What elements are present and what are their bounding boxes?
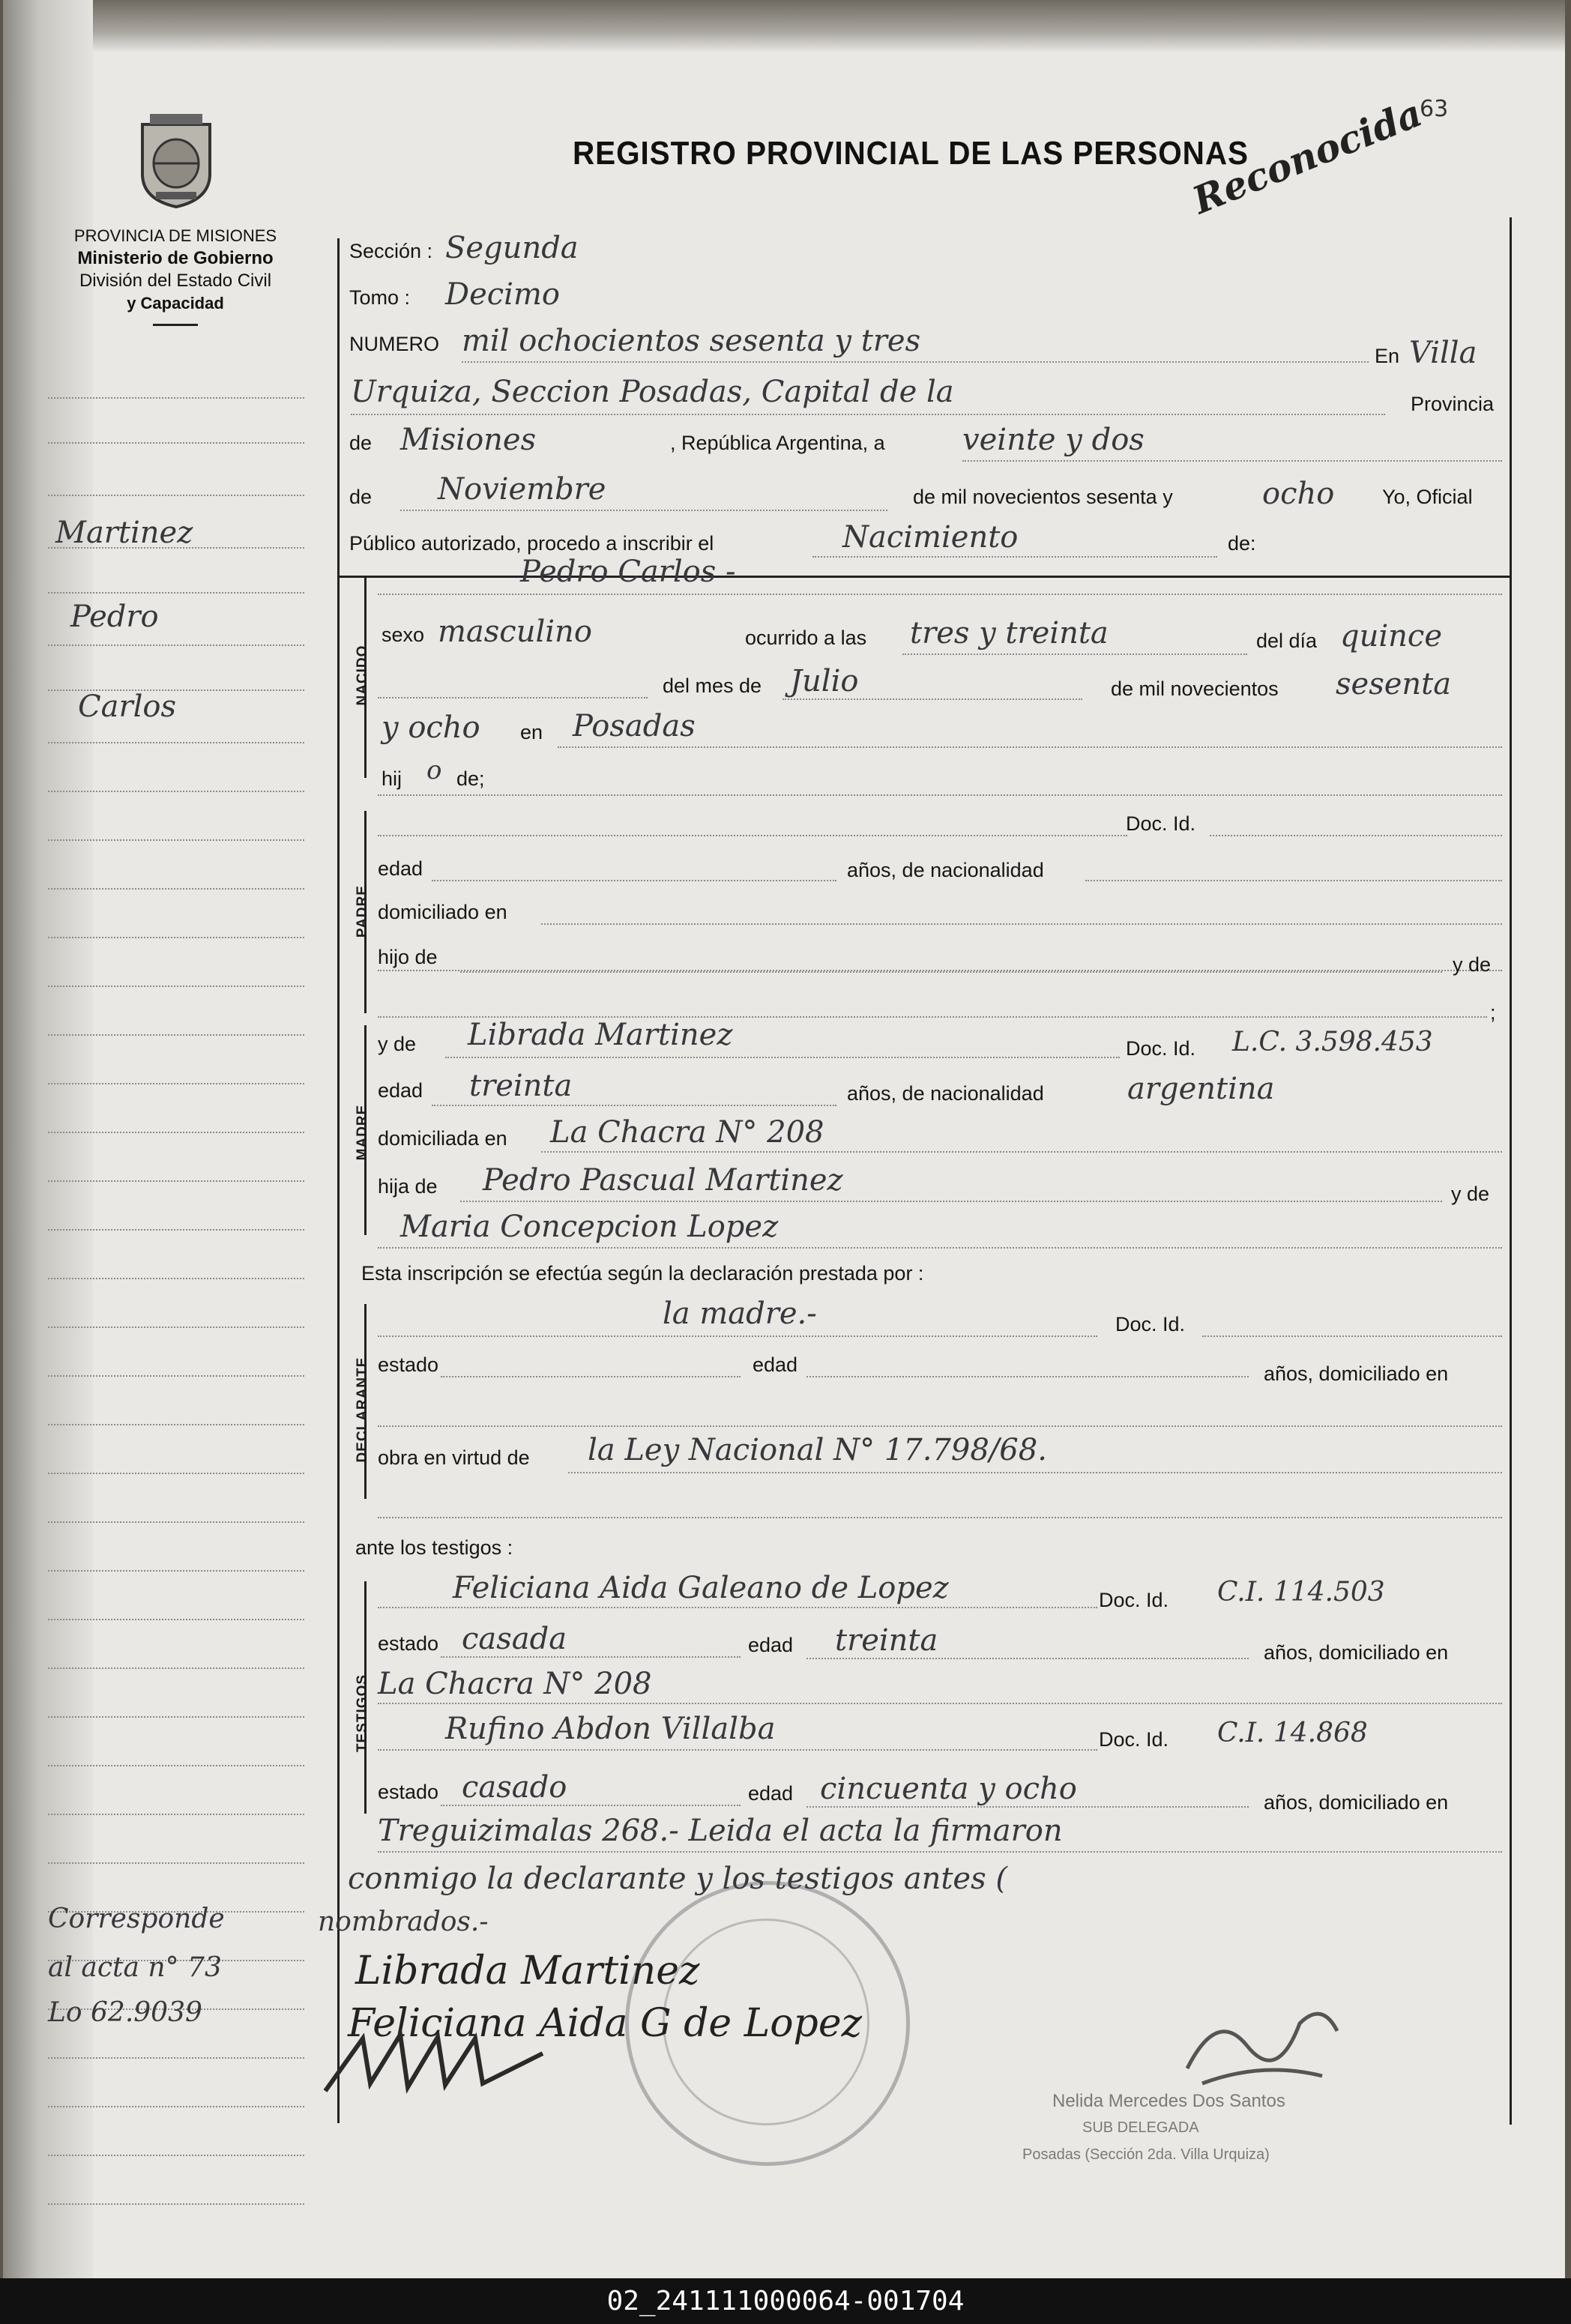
page-top-shadow (3, 0, 1565, 52)
line-padre-nombre (378, 835, 1127, 836)
header-rule (153, 324, 198, 326)
margin-line (48, 937, 304, 938)
margin-line (48, 1424, 304, 1425)
ministry-name: Ministerio de Gobierno (77, 248, 274, 268)
margin-line (48, 2057, 304, 2059)
label-y-de-padre: y de (1453, 953, 1492, 976)
line-edad-madre (432, 1105, 836, 1106)
margin-line (48, 592, 304, 594)
label-hij: hij (382, 767, 402, 790)
label-en: En (1375, 345, 1400, 367)
margin-line (48, 888, 304, 890)
value-mes-nac: Julio (790, 664, 859, 698)
line-dom-t1 (378, 1703, 1502, 1704)
label-del-dia: del día (1256, 630, 1318, 652)
book-binding (3, 0, 93, 2278)
line-dom-declarante (378, 1425, 1502, 1427)
margin-line (48, 1765, 304, 1766)
line-declarante (378, 1335, 1097, 1337)
value-tomo: Decimo (445, 277, 560, 312)
margin-line (48, 1083, 304, 1084)
value-t2-dom: Treguizimalas 268.- Leida el acta la firmaron (378, 1814, 1063, 1848)
value-numero: mil ochocientos sesenta y tres (462, 324, 921, 358)
label-declaracion: Esta inscripción se efectúa según la declaración prestada por : (361, 1262, 924, 1285)
value-madre-nombre: Librada Martinez (468, 1018, 733, 1052)
value-obra: la Ley Nacional N° 17.798/68. (588, 1433, 1047, 1467)
label-tomo: Tomo : (349, 286, 411, 309)
line-mes (400, 510, 887, 511)
margin-line (48, 1278, 304, 1279)
frame-left-line (337, 238, 340, 2123)
label-publico: Público autorizado, procedo a inscribir el (349, 532, 714, 555)
officer-signature (1172, 1979, 1352, 2098)
value-nombre: Pedro Carlos - (520, 555, 736, 589)
label-de-2: de (349, 486, 373, 508)
margin-line (48, 1570, 304, 1572)
line-edad-padre (432, 880, 836, 881)
label-edad-madre: edad (378, 1079, 423, 1102)
line-nombre (378, 594, 1502, 595)
margin-note-3: Lo 62.9039 (48, 1997, 202, 2028)
margin-name-2: Carlos (78, 689, 176, 724)
register-page (3, 0, 1565, 2278)
value-t2-nombre: Rufino Abdon Villalba (445, 1712, 776, 1746)
line-t2-nombre (378, 1749, 1097, 1751)
value-t2-edad: cincuenta y ocho (820, 1772, 1077, 1806)
section-madre: MADRE (355, 1104, 370, 1161)
label-domiciliado-padre: domiciliado en (378, 901, 507, 923)
label-doc-id-t1: Doc. Id. (1099, 1589, 1169, 1611)
label-seccion: Sección : (349, 240, 433, 262)
line-numero (462, 361, 1369, 363)
margin-line (48, 1375, 304, 1377)
margin-line (48, 495, 304, 496)
line-hij (378, 794, 1502, 796)
label-hija-de: hija de (378, 1175, 438, 1198)
value-seccion: Segunda (445, 231, 579, 265)
line-hijo-de (460, 971, 1442, 973)
label-estado-t1: estado (378, 1632, 439, 1655)
line-inscripcion (812, 556, 1217, 558)
margin-surname: Martinez (55, 516, 193, 550)
value-t1-dom: La Chacra N° 208 (378, 1667, 652, 1701)
value-madre-edad: treinta (469, 1069, 573, 1103)
value-madre-dom: La Chacra N° 208 (550, 1115, 824, 1150)
value-lugar-nac: Posadas (573, 709, 696, 743)
margin-line (48, 442, 304, 444)
margin-line (48, 791, 304, 792)
officer-title: SUB DELEGADA (1082, 2119, 1199, 2136)
line-obra-2 (378, 1517, 1502, 1518)
value-t1-estado: casada (462, 1622, 567, 1656)
value-mes: Noviembre (438, 472, 606, 507)
label-edad-t1: edad (748, 1634, 794, 1656)
value-hora: tres y treinta (910, 616, 1109, 651)
value-t2-estado: casado (462, 1770, 567, 1805)
line-dia (962, 460, 1502, 462)
division-name: División del Estado Civil (79, 271, 272, 291)
value-cierre-1: conmigo la declarante y los testigos antes ( (348, 1862, 1007, 1896)
value-anio-nac-2: y ocho (382, 710, 480, 745)
line-nac-1 (378, 697, 648, 698)
line-abuela (378, 1247, 1502, 1249)
page-number: 63 (1420, 96, 1449, 122)
reconocida-stamp: Reconocida (1186, 90, 1429, 223)
frame-right-line (1510, 217, 1512, 2125)
label-doc-id-declarante: Doc. Id. (1115, 1313, 1186, 1335)
line-t1-nombre (378, 1607, 1097, 1608)
label-edad-declarante: edad (753, 1353, 798, 1376)
margin-line (48, 2106, 304, 2107)
line-edad-t2 (806, 1806, 1249, 1808)
margin-line (48, 1473, 304, 1474)
page-title: REGISTRO PROVINCIAL DE LAS PERSONAS (573, 135, 1249, 172)
line-dom-madre (541, 1151, 1502, 1153)
label-ante-testigos: ante los testigos : (355, 1536, 513, 1559)
margin-line (48, 1862, 304, 1864)
margin-line (48, 397, 304, 399)
line-edad-declarante (806, 1376, 1249, 1377)
margin-line (48, 839, 304, 841)
label-edad-padre: edad (378, 857, 423, 880)
label-y-de-madre-2: y de (1451, 1183, 1490, 1205)
label-de: de (349, 432, 373, 454)
margin-note-1: Corresponde (48, 1904, 225, 1934)
label-ocurrido: ocurrido a las (745, 627, 867, 649)
margin-line (48, 2155, 304, 2156)
value-inscripcion: Nacimiento (842, 520, 1019, 555)
line-estado-t1 (441, 1656, 741, 1658)
value-t2-doc: C.I. 14.868 (1217, 1718, 1368, 1748)
section-nacido: NACIDO (355, 645, 370, 706)
label-y-de-madre: y de (378, 1033, 417, 1055)
value-t1-doc: C.I. 114.503 (1217, 1577, 1385, 1608)
label-en-2: en (520, 721, 543, 743)
margin-name-1: Pedro (70, 600, 159, 634)
signature-1: Librada Martinez (355, 1949, 700, 1993)
label-estado-t2: estado (378, 1781, 439, 1803)
label-anios-nac-madre: años, de nacionalidad (847, 1082, 1044, 1105)
line-obra (568, 1472, 1502, 1473)
section-testigos: TESTIGOS (355, 1673, 370, 1753)
label-doc-id-t2: Doc. Id. (1099, 1728, 1169, 1751)
label-hijo-de: hijo de (378, 946, 438, 968)
line-lugar (351, 414, 1385, 415)
label-anios-dom-t1: años, domiciliado en (1264, 1641, 1449, 1664)
value-en: Villa (1409, 336, 1477, 370)
margin-line (48, 1521, 304, 1523)
label-sexo: sexo (382, 624, 425, 646)
label-anios-nac-padre: años, de nacionalidad (847, 859, 1044, 881)
label-de-mil: de mil novecientos (1111, 677, 1279, 700)
label-anios-dom-t2: años, domiciliado en (1264, 1791, 1449, 1814)
signature-scribble (318, 2023, 588, 2106)
margin-line (48, 742, 304, 743)
value-t1-edad: treinta (835, 1623, 938, 1658)
value-lugar: Urquiza, Seccion Posadas, Capital de la (351, 375, 954, 409)
line-doc-declarante (1202, 1335, 1502, 1337)
value-provincia: Misiones (400, 423, 537, 457)
value-madre-doc: L.C. 3.598.453 (1232, 1027, 1433, 1057)
margin-line (48, 645, 304, 646)
coat-of-arms-icon (135, 111, 217, 210)
line-dom-padre (541, 923, 1502, 925)
label-obra: obra en virtud de (378, 1446, 530, 1469)
margin-line (48, 1814, 304, 1815)
label-anios-dom-declarante: años, domiciliado en (1264, 1362, 1449, 1385)
line-madre-nombre (445, 1057, 1120, 1058)
value-t1-nombre: Feliciana Aida Galeano de Lopez (453, 1571, 949, 1605)
value-madre-nac: argentina (1127, 1072, 1275, 1106)
line-hija-de (460, 1201, 1442, 1202)
label-doc-id-padre: Doc. Id. (1126, 812, 1196, 835)
line-hora (902, 654, 1247, 655)
label-republica: , República Argentina, a (670, 432, 885, 454)
label-numero: NUMERO (349, 333, 439, 355)
issuer-header (25, 225, 325, 326)
image-caption: 02_241111000064-001704 (0, 2278, 1571, 2324)
line-dom-t2 (378, 1851, 1502, 1853)
label-provincia: Provincia (1411, 393, 1495, 415)
division-name-2: y Capacidad (127, 294, 224, 313)
divider-nacido (337, 576, 1510, 578)
officer-name: Nelida Mercedes Dos Santos (1052, 2091, 1285, 2111)
label-de-4: de; (456, 767, 485, 790)
line-estado-t2 (441, 1805, 741, 1806)
label-semicolon: ; (1490, 1001, 1496, 1024)
section-declarante: DECLARANTE (355, 1356, 370, 1463)
line-estado-declarante (441, 1376, 741, 1377)
margin-note-2: al acta n° 73 (48, 1952, 222, 1983)
label-doc-id-madre: Doc. Id. (1126, 1037, 1196, 1060)
label-de-3: de: (1228, 532, 1256, 555)
margin-line (48, 1180, 304, 1182)
value-hij: o (426, 755, 442, 785)
label-yo-oficial: Yo, Oficial (1382, 486, 1473, 508)
margin-line (48, 1229, 304, 1231)
label-mil-sesenta: de mil novecientos sesenta y (913, 486, 1173, 508)
line-nac-padre (1085, 880, 1502, 881)
label-estado-declarante: estado (378, 1353, 439, 1376)
margin-line (48, 1716, 304, 1718)
label-domiciliada: domiciliada en (378, 1127, 507, 1150)
margin-line (48, 986, 304, 987)
signature-2: Feliciana Aida G de Lopez (348, 2001, 863, 2046)
line-edad-t1 (806, 1658, 1249, 1659)
officer-place: Posadas (Sección 2da. Villa Urquiza) (1022, 2146, 1270, 2163)
value-abuela: Maria Concepcion Lopez (400, 1210, 779, 1244)
line-mes-nac (783, 698, 1082, 700)
value-anio-nac-1: sesenta (1336, 667, 1452, 701)
margin-line (48, 1132, 304, 1133)
line-lugar-nac (558, 746, 1502, 748)
value-anio: ocho (1262, 477, 1335, 511)
margin-line (48, 1619, 304, 1620)
province-name: PROVINCIA DE MISIONES (73, 226, 277, 245)
label-edad-t2: edad (748, 1782, 794, 1805)
margin-line (48, 1667, 304, 1669)
value-declarante: la madre.- (663, 1297, 817, 1331)
value-dia: veinte y dos (962, 423, 1145, 457)
margin-line (48, 1034, 304, 1036)
value-cierre-2: nombrados.- (318, 1907, 489, 1937)
value-abuelo: Pedro Pascual Martinez (483, 1163, 843, 1198)
section-padre: PADRE (355, 884, 370, 938)
label-del-mes: del mes de (663, 674, 762, 697)
value-dia-nac: quince (1340, 619, 1442, 654)
margin-line (48, 1327, 304, 1328)
line-padre-doc (1210, 835, 1502, 836)
margin-line (48, 2203, 304, 2205)
value-sexo: masculino (438, 615, 592, 649)
